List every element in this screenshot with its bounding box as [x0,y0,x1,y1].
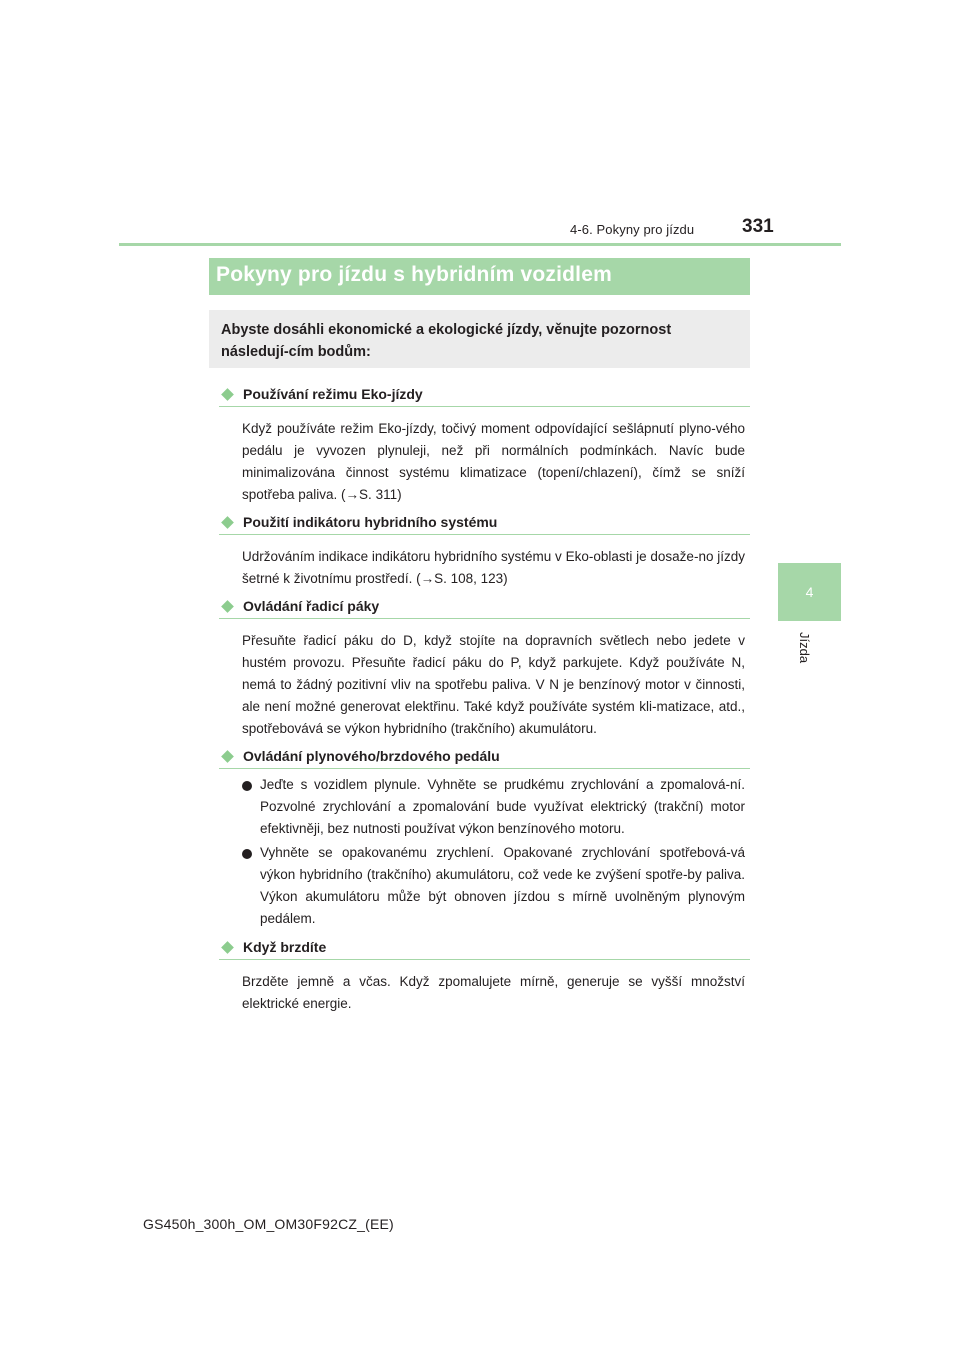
bullet-dot-icon [242,781,252,791]
section-text: Když používáte režim Eko-jízdy, točivý moment odpovídající sešlápnutí plyno-vého pedálu je vyvozen plynuleji, než při normálních podmínkách. Navíc bude minimalizována činnost systému klimatizace (topení/chlazení), čímž se sníží spotřeba paliva. (→S. 311) [242,421,745,502]
document-code: GS450h_300h_OM_OM30F92CZ_(EE) [143,1216,394,1232]
section-heading [219,744,750,769]
section-title: Ovládání řadicí páky [243,598,380,614]
diamond-bullet-icon [221,750,234,763]
page-number: 331 [742,216,774,237]
section-title: Ovládání plynového/brzdového pedálu [243,748,500,764]
intro-box [209,310,750,368]
page-header [0,0,960,250]
diamond-bullet-icon [221,941,234,954]
page-title: Pokyny pro jízdu s hybridním vozidlem [216,263,612,286]
section-text: Přesuňte řadicí páku do D, když stojíte na dopravních světlech nebo jedete v hustém provozu. Přesuňte řadicí páku do P, když parkujete. Když používáte N, nemá to žádný pozitivní vliv na spotřebu paliva. V N je benzínový motor v činnosti, ale není možné generovat elektřinu. Také když používáte systém kli-matizace, atd., spotřebovává se výkon hybridního (trakčního) akumulátoru. [242,633,745,736]
intro-text: Abyste dosáhli ekonomické a ekologické jízdy, věnujte pozornost následují-cím bodům: [221,322,672,360]
section-braking [219,935,750,1015]
section-title: Použití indikátoru hybridního systému [243,514,498,530]
header-section-title: 4-6. Pokyny pro jízdu [570,222,695,237]
section-title: Když brzdíte [243,939,327,955]
section-pedals [219,744,750,930]
list-item-text: Vyhněte se opakovanému zrychlení. Opakované zrychlování spotřebová-vá výkon hybridního (trakčního) akumulátoru, což vede ke zvýšení spotře-by paliva. Výkon akumulátoru může být obnoven jízdou s mírně uvolněným plynovým pedálem. [260,845,745,926]
section-text: Udržováním indikace indikátoru hybridního systému v Eko-oblasti je dosaže-no jízdy šetrné k životnímu prostředí. (→S. 108, 123) [242,549,745,586]
title-bar [209,258,750,295]
header-divider [119,243,841,246]
list-item [242,774,745,840]
bullet-dot-icon [242,849,252,859]
chapter-label: Jízda [797,632,812,664]
diamond-bullet-icon [221,600,234,613]
section-heading [219,594,750,619]
section-shift-lever [219,594,750,740]
section-text: Brzděte jemně a včas. Když zpomalujete mírně, generuje se vyšší množství elektrické energie. [242,974,745,1011]
section-heading [219,382,750,407]
section-heading [219,935,750,960]
chapter-number: 4 [805,584,814,600]
section-heading [219,510,750,535]
diamond-bullet-icon [221,388,234,401]
section-eco-mode [219,382,750,506]
section-title: Používání režimu Eko-jízdy [243,386,423,402]
list-item-text: Jeďte s vozidlem plynule. Vyhněte se prudkému zrychlování a zpomalová-ní. Pozvolné zrychlování a zpomalování bude využívat elektrický (trakční) motor efektivněji, bez nutnosti používat výkon benzínového motoru. [260,777,745,836]
chapter-tab [778,563,841,621]
diamond-bullet-icon [221,516,234,529]
section-hybrid-indicator [219,510,750,590]
list-item [242,842,745,930]
